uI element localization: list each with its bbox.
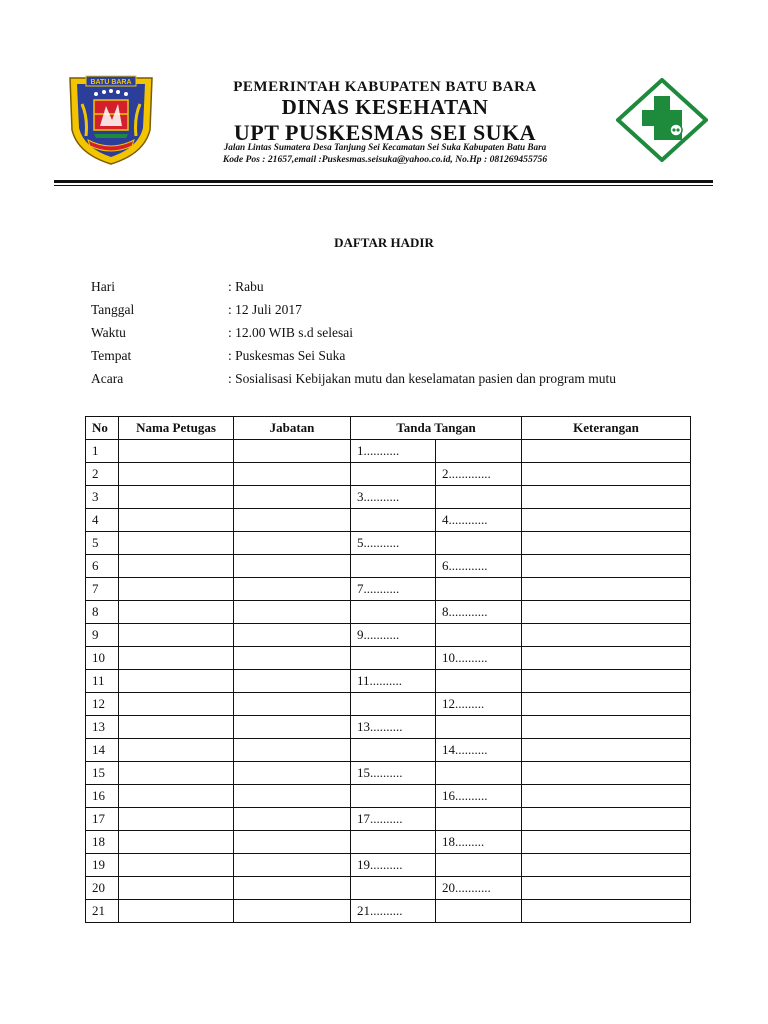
table-row xyxy=(86,624,691,647)
cell-position[interactable] xyxy=(234,716,351,739)
cell-position[interactable] xyxy=(234,624,351,647)
info-value: : Sosialisasi Kebijakan mutu dan keselamatan pasien dan program mutu xyxy=(228,371,617,386)
cell-signature-right[interactable] xyxy=(436,900,522,923)
cell-signature-left[interactable]: 19.......... xyxy=(351,854,436,877)
cell-position[interactable] xyxy=(234,486,351,509)
cell-name[interactable] xyxy=(119,739,234,762)
table-row xyxy=(86,831,691,854)
cell-no: 10 xyxy=(86,647,119,670)
cell-name[interactable] xyxy=(119,532,234,555)
cell-no: 18 xyxy=(86,831,119,854)
puskesmas-green-cross-icon xyxy=(616,78,708,162)
letterhead-department: DINAS KESEHATAN xyxy=(281,95,489,119)
cell-no: 7 xyxy=(86,578,119,601)
cell-no: 16 xyxy=(86,785,119,808)
cell-signature-right[interactable] xyxy=(436,808,522,831)
cell-position[interactable] xyxy=(234,785,351,808)
cell-signature-right[interactable]: 10.......... xyxy=(436,647,522,670)
cell-position[interactable] xyxy=(234,877,351,900)
cell-remarks[interactable] xyxy=(522,808,691,831)
info-label: Tempat xyxy=(91,348,132,363)
table-row xyxy=(86,739,691,762)
cell-name[interactable] xyxy=(119,808,234,831)
attendance-rows xyxy=(86,440,691,923)
cell-signature-right[interactable]: 2............. xyxy=(436,463,522,486)
crest-text: BATU BARA xyxy=(90,79,132,86)
cell-position[interactable] xyxy=(234,463,351,486)
cell-signature-left[interactable] xyxy=(351,693,436,716)
cell-name[interactable] xyxy=(119,647,234,670)
cell-name[interactable] xyxy=(119,601,234,624)
cell-name[interactable] xyxy=(119,624,234,647)
cell-name[interactable] xyxy=(119,854,234,877)
cell-signature-right[interactable]: 8............ xyxy=(436,601,522,624)
cell-signature-right[interactable]: 14.......... xyxy=(436,739,522,762)
cell-no: 14 xyxy=(86,739,119,762)
info-value: : 12.00 WIB s.d selesai xyxy=(228,325,353,340)
cell-signature-left[interactable]: 21.......... xyxy=(351,900,436,923)
table-row xyxy=(86,877,691,900)
cell-signature-right[interactable] xyxy=(436,624,522,647)
cell-signature-right[interactable]: 20........... xyxy=(436,877,522,900)
cell-remarks[interactable] xyxy=(522,532,691,555)
cell-signature-right[interactable] xyxy=(436,716,522,739)
cell-signature-right[interactable]: 12......... xyxy=(436,693,522,716)
cell-signature-left[interactable]: 9........... xyxy=(351,624,436,647)
cell-no: 9 xyxy=(86,624,119,647)
cell-remarks[interactable] xyxy=(522,486,691,509)
info-value: : 12 Juli 2017 xyxy=(228,302,302,317)
table-row xyxy=(86,693,691,716)
table-row xyxy=(86,578,691,601)
letterhead-rule-thick xyxy=(54,180,713,183)
cell-signature-right[interactable] xyxy=(436,670,522,693)
cell-signature-left[interactable]: 5........... xyxy=(351,532,436,555)
table-row xyxy=(86,647,691,670)
info-label: Waktu xyxy=(91,325,126,340)
cell-signature-left[interactable]: 13.......... xyxy=(351,716,436,739)
cell-remarks[interactable] xyxy=(522,900,691,923)
cell-no: 2 xyxy=(86,463,119,486)
cell-no: 13 xyxy=(86,716,119,739)
cell-name[interactable] xyxy=(119,440,234,463)
cell-no: 8 xyxy=(86,601,119,624)
cell-signature-left[interactable]: 1........... xyxy=(351,440,436,463)
info-value: : Rabu xyxy=(228,279,264,294)
header-position: Jabatan xyxy=(234,417,351,440)
cell-no: 5 xyxy=(86,532,119,555)
info-value: : Puskesmas Sei Suka xyxy=(228,348,346,363)
table-row xyxy=(86,808,691,831)
cell-position[interactable] xyxy=(234,601,351,624)
cell-name[interactable] xyxy=(119,831,234,854)
cell-position[interactable] xyxy=(234,532,351,555)
cell-signature-right[interactable] xyxy=(436,854,522,877)
cell-name[interactable] xyxy=(119,670,234,693)
cell-position[interactable] xyxy=(234,900,351,923)
table-row xyxy=(86,785,691,808)
cell-name[interactable] xyxy=(119,486,234,509)
letterhead-contact: Kode Pos : 21657,email :Puskesmas.seisuka@yahoo.co.id, No.Hp : 081269455756 xyxy=(222,154,548,165)
cell-signature-left[interactable]: 17.......... xyxy=(351,808,436,831)
header-name: Nama Petugas xyxy=(119,417,234,440)
cell-signature-left[interactable] xyxy=(351,555,436,578)
cell-remarks[interactable] xyxy=(522,555,691,578)
cell-name[interactable] xyxy=(119,555,234,578)
cell-signature-left[interactable]: 11.......... xyxy=(351,670,436,693)
letterhead xyxy=(0,0,768,200)
cell-position[interactable] xyxy=(234,440,351,463)
table-row xyxy=(86,486,691,509)
cell-remarks[interactable] xyxy=(522,624,691,647)
info-label: Hari xyxy=(91,279,115,294)
cell-no: 20 xyxy=(86,877,119,900)
cell-position[interactable] xyxy=(234,739,351,762)
cell-signature-left[interactable] xyxy=(351,463,436,486)
cell-position[interactable] xyxy=(234,555,351,578)
table-header-row xyxy=(86,417,691,440)
cell-signature-right[interactable] xyxy=(436,532,522,555)
cell-no: 3 xyxy=(86,486,119,509)
document-title: DAFTAR HADIR xyxy=(334,235,434,250)
cell-signature-right[interactable] xyxy=(436,440,522,463)
letterhead-institution: UPT PUSKESMAS SEI SUKA xyxy=(233,120,537,145)
table-row xyxy=(86,532,691,555)
info-label: Tanggal xyxy=(91,302,135,317)
header-remarks: Keterangan xyxy=(522,417,691,440)
cell-no: 17 xyxy=(86,808,119,831)
cell-signature-right[interactable]: 6............ xyxy=(436,555,522,578)
letterhead-address: Jalan Lintas Sumatera Desa Tanjung Sei Kecamatan Sei Suka Kabupaten Batu Bara xyxy=(223,142,547,152)
table-row xyxy=(86,555,691,578)
cell-position[interactable] xyxy=(234,854,351,877)
cell-name[interactable] xyxy=(119,693,234,716)
cell-remarks[interactable] xyxy=(522,716,691,739)
attendance-table xyxy=(85,416,691,923)
cell-no: 21 xyxy=(86,900,119,923)
cell-position[interactable] xyxy=(234,509,351,532)
table-row xyxy=(86,440,691,463)
cell-remarks[interactable] xyxy=(522,877,691,900)
cell-position[interactable] xyxy=(234,831,351,854)
cell-signature-left[interactable] xyxy=(351,785,436,808)
batu-bara-regency-crest-icon xyxy=(64,74,158,166)
cell-name[interactable] xyxy=(119,509,234,532)
cell-signature-left[interactable] xyxy=(351,647,436,670)
header-signature: Tanda Tangan xyxy=(351,417,522,440)
cell-name[interactable] xyxy=(119,877,234,900)
info-label: Acara xyxy=(91,371,124,386)
cell-position[interactable] xyxy=(234,647,351,670)
letterhead-government: PEMERINTAH KABUPATEN BATU BARA xyxy=(233,79,537,95)
cell-signature-left[interactable] xyxy=(351,877,436,900)
cell-remarks[interactable] xyxy=(522,509,691,532)
cell-signature-right[interactable] xyxy=(436,762,522,785)
cell-remarks[interactable] xyxy=(522,785,691,808)
table-row xyxy=(86,509,691,532)
table-row xyxy=(86,670,691,693)
cell-remarks[interactable] xyxy=(522,831,691,854)
cell-signature-left[interactable]: 7........... xyxy=(351,578,436,601)
cell-position[interactable] xyxy=(234,693,351,716)
letterhead-rule-thin xyxy=(54,185,713,186)
cell-signature-right[interactable]: 16.......... xyxy=(436,785,522,808)
cell-signature-left[interactable] xyxy=(351,831,436,854)
cell-remarks[interactable] xyxy=(522,647,691,670)
header-no: No xyxy=(86,417,119,440)
cell-name[interactable] xyxy=(119,785,234,808)
table-row xyxy=(86,762,691,785)
cell-remarks[interactable] xyxy=(522,440,691,463)
cell-position[interactable] xyxy=(234,578,351,601)
cell-no: 1 xyxy=(86,440,119,463)
cell-name[interactable] xyxy=(119,762,234,785)
cell-position[interactable] xyxy=(234,670,351,693)
cell-remarks[interactable] xyxy=(522,854,691,877)
cell-remarks[interactable] xyxy=(522,693,691,716)
cell-name[interactable] xyxy=(119,900,234,923)
table-row xyxy=(86,854,691,877)
cell-name[interactable] xyxy=(119,463,234,486)
cell-remarks[interactable] xyxy=(522,463,691,486)
cell-signature-right[interactable]: 4............ xyxy=(436,509,522,532)
cell-signature-right[interactable] xyxy=(436,578,522,601)
cell-no: 6 xyxy=(86,555,119,578)
cell-signature-right[interactable] xyxy=(436,486,522,509)
cell-name[interactable] xyxy=(119,578,234,601)
cell-signature-left[interactable] xyxy=(351,739,436,762)
cell-signature-left[interactable]: 15.......... xyxy=(351,762,436,785)
cell-remarks[interactable] xyxy=(522,578,691,601)
cell-remarks[interactable] xyxy=(522,601,691,624)
cell-name[interactable] xyxy=(119,716,234,739)
cell-remarks[interactable] xyxy=(522,670,691,693)
table-row xyxy=(86,900,691,923)
cell-signature-left[interactable] xyxy=(351,509,436,532)
cell-remarks[interactable] xyxy=(522,739,691,762)
table-row xyxy=(86,601,691,624)
table-row xyxy=(86,716,691,739)
cell-signature-left[interactable] xyxy=(351,601,436,624)
cell-remarks[interactable] xyxy=(522,762,691,785)
cell-no: 4 xyxy=(86,509,119,532)
cell-signature-left[interactable]: 3........... xyxy=(351,486,436,509)
cell-position[interactable] xyxy=(234,762,351,785)
cell-position[interactable] xyxy=(234,808,351,831)
cell-no: 11 xyxy=(86,670,119,693)
table-row xyxy=(86,463,691,486)
cell-no: 15 xyxy=(86,762,119,785)
cell-signature-right[interactable]: 18......... xyxy=(436,831,522,854)
cell-no: 12 xyxy=(86,693,119,716)
cell-no: 19 xyxy=(86,854,119,877)
